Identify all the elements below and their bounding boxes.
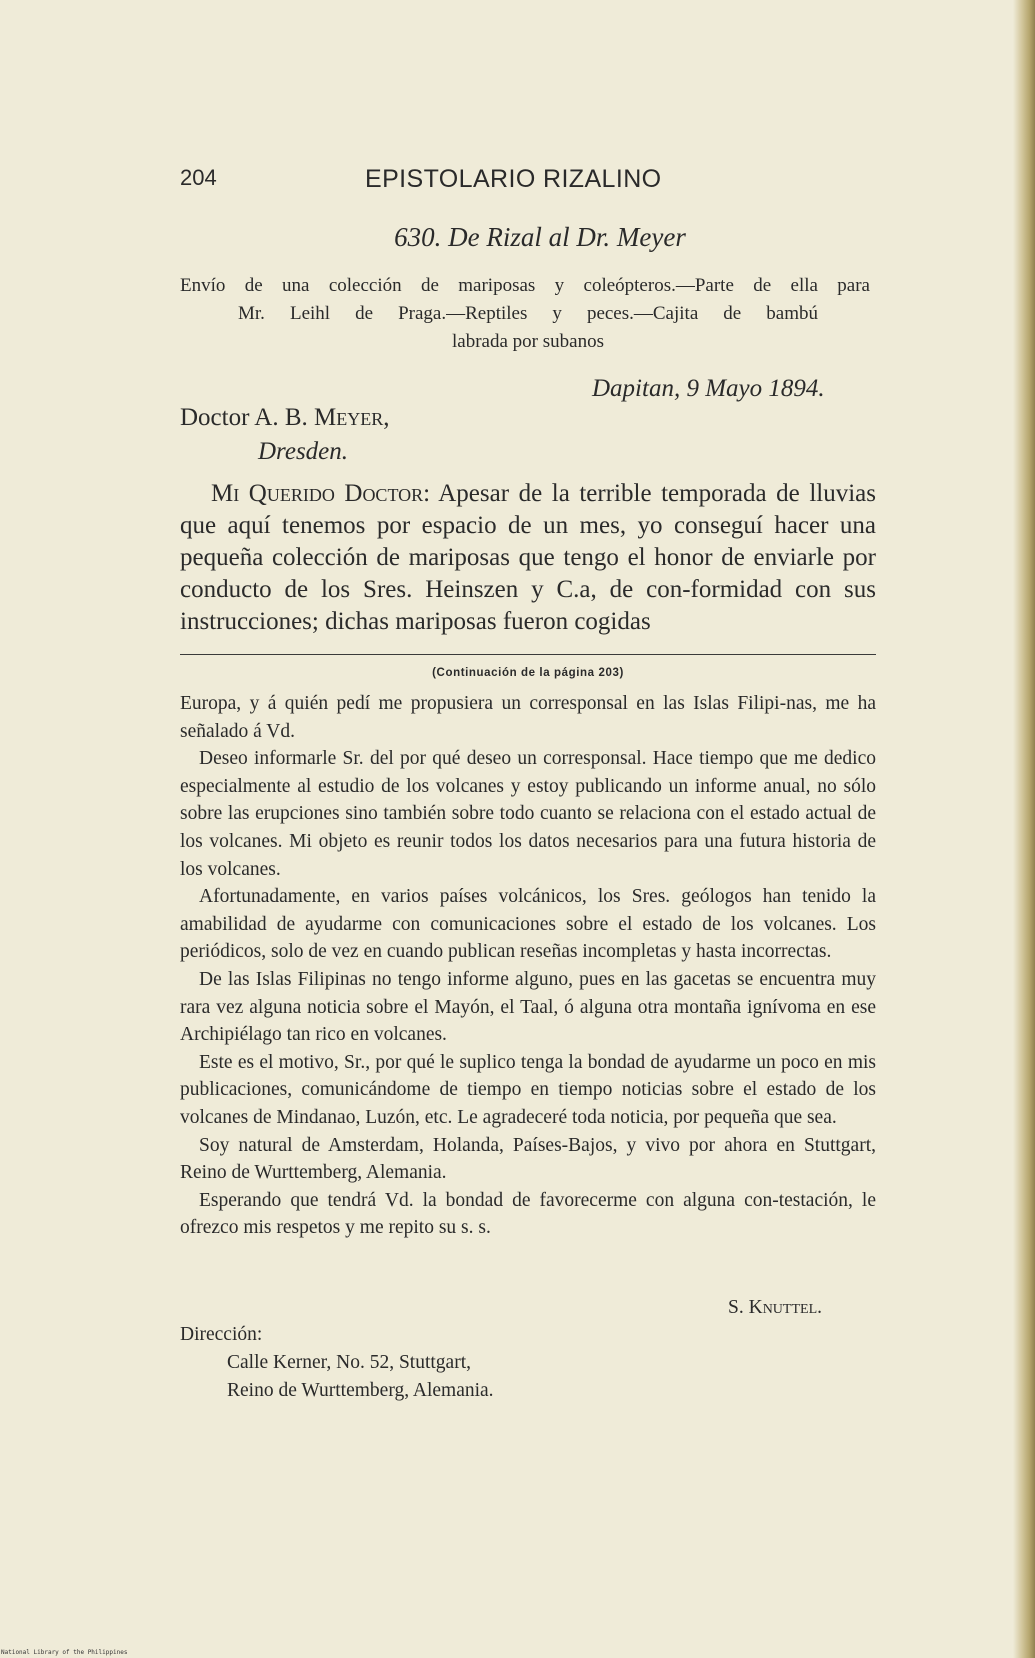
footnote-address bbox=[180, 1321, 494, 1405]
page-header bbox=[180, 165, 700, 199]
letter-summary bbox=[180, 272, 870, 356]
recipient-block bbox=[180, 401, 390, 469]
page-number: 204 bbox=[180, 165, 217, 190]
signature-end: . bbox=[817, 1297, 822, 1318]
letter-body bbox=[180, 478, 876, 638]
recipient-name-suffix: , bbox=[383, 404, 390, 431]
footnote-paragraph: Europa, y á quién pedí me propusiera un corresponsal en las Islas Filipi-nas, me ha señalado á Vd. bbox=[180, 693, 876, 742]
footnote-paragraph: Afortunadamente, en varios países volcánicos, los Sres. geólogos han tenido la amabilidad de ayudarme con comunicaciones sobre el estado de los volcanes. Los periódicos, solo de vez en cuando publican reseñas incompletas y hasta incorrectas. bbox=[180, 886, 876, 963]
recipient-city: Dresden. bbox=[258, 438, 349, 465]
footnote-paragraph: Soy natural de Amsterdam, Holanda, Países-Bajos, y vivo por ahora en Stuttgart, Reino de Wurttemberg, Alemania. bbox=[180, 1134, 876, 1184]
footnote-divider bbox=[180, 654, 876, 655]
body-paragraph bbox=[180, 478, 876, 638]
summary-line-1: Envío de una colección de mariposas y coleópteros.—Parte de ella para bbox=[180, 275, 870, 296]
recipient-surname: Meyer bbox=[314, 404, 384, 431]
address-line-2: Reino de Wurttemberg, Alemania. bbox=[227, 1380, 494, 1401]
footnote-paragraph: Esperando que tendrá Vd. la bondad de favorecerme con alguna con-testación, le ofrezco mis respetos y me repito su s. s. bbox=[180, 1189, 876, 1239]
dateline: Dapitan, 9 Mayo 1894. bbox=[592, 375, 825, 402]
body-text: Apesar de la terrible temporada de lluvias que aquí tenemos por espacio de un mes, yo conseguí hacer una pequeña colección de mariposas que tengo el honor de enviarle por conducto de los Sres. Heinszen y C.a, de con-formidad con sus instrucciones; dichas mariposas fueron cogidas bbox=[180, 480, 876, 635]
summary-line-2: Mr. Leihl de Praga.—Reptiles y peces.—Cajita de bambú bbox=[238, 303, 818, 324]
footnote-block bbox=[180, 690, 876, 1242]
footnote-paragraph: De las Islas Filipinas no tengo informe alguno, pues en las gacetas se encuentra muy rara vez alguna noticia sobre el Mayón, el Taal, ó alguna otra montaña ignívoma en ese Archipiélago tan rico en volcanes. bbox=[180, 968, 876, 1046]
page-edge-shadow bbox=[1013, 0, 1035, 1658]
footnote-paragraph: Este es el motivo, Sr., por qué le suplico tenga la bondad de ayudarme un poco en mis publicaciones, comunicándome de tiempo en tiempo noticias sobre el estado de los volcanes de Mindanao, Luzón, etc. Le agradeceré toda noticia, por pequeña que sea. bbox=[180, 1051, 876, 1128]
letter-title: 630. De Rizal al Dr. Meyer bbox=[394, 222, 686, 252]
address-line-1: Calle Kerner, No. 52, Stuttgart, bbox=[227, 1352, 471, 1373]
salutation: Mi Querido Doctor bbox=[211, 480, 424, 507]
library-credit: National Library of the Philippines bbox=[1, 1649, 128, 1656]
signature-surname: Knuttel bbox=[748, 1297, 818, 1318]
salutation-colon: : bbox=[423, 480, 439, 507]
continuation-note: (Continuación de la página 203) bbox=[432, 667, 624, 679]
signature-initial: S. bbox=[728, 1297, 749, 1318]
footnote-paragraph: Deseo informarle Sr. del por qué deseo un corresponsal. Hace tiempo que me dedico especialmente al estudio de los volcanes y estoy publicando un informe anual, no sólo sobre las erupciones sino también sobre todo cuanto se relaciona con el estado actual de los volcanes. Mi objeto es reunir todos los datos necesarios para una futura historia de los volcanes. bbox=[180, 748, 876, 880]
summary-line-3: labrada por subanos bbox=[452, 331, 604, 352]
footnote-signature bbox=[728, 1297, 822, 1319]
address-label: Dirección: bbox=[180, 1324, 263, 1345]
recipient-name-prefix: Doctor A. B. bbox=[180, 404, 315, 431]
running-head: EPISTOLARIO RIZALINO bbox=[365, 165, 662, 193]
